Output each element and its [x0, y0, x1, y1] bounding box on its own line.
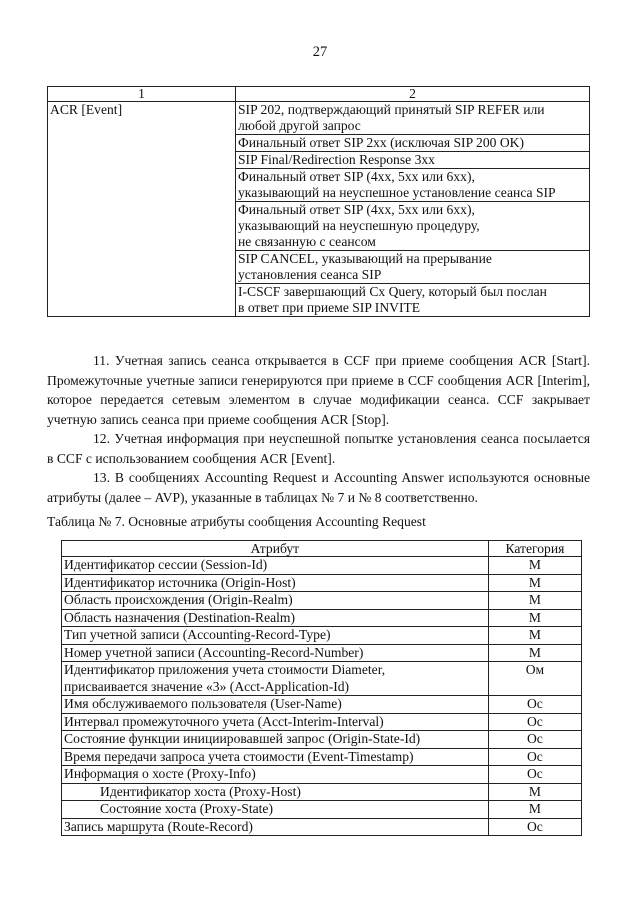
table-cell [236, 102, 590, 135]
column-header-attribute: Атрибут [62, 541, 489, 557]
attribute-text: Информация о хосте (Proxy-Info) [64, 766, 256, 781]
attribute-cell [62, 783, 489, 801]
attribute-text: Область назначения (Destination-Realm) [64, 609, 296, 625]
attribute-text: Идентификатор источника (Origin-Host) [64, 574, 296, 590]
table-row [48, 102, 590, 135]
category-cell: M [488, 627, 581, 645]
cell-line: указывающий на неуспешную процедуру, [238, 218, 480, 233]
attribute-cell [62, 731, 489, 749]
attribute-cell [62, 696, 489, 714]
table-row [62, 662, 582, 696]
table-row [62, 696, 582, 714]
table-row [62, 609, 582, 627]
attribute-cell [62, 627, 489, 645]
attributes-table-body [62, 557, 582, 836]
attribute-cell [62, 592, 489, 610]
column-header-2: 2 [236, 87, 590, 102]
table-row [62, 713, 582, 731]
category-cell: Ос [488, 731, 581, 749]
table-header-row [62, 541, 582, 557]
attribute-cell [62, 662, 489, 696]
category-cell: Ос [488, 766, 581, 784]
attribute-cell [62, 818, 489, 836]
table-caption: Таблица № 7. Основные атрибуты сообщения Accounting Request [47, 514, 426, 529]
attribute-text: Время передачи запроса учета стоимости (Event-Timestamp) [64, 748, 414, 764]
attribute-cell [62, 574, 489, 592]
table-row [62, 731, 582, 749]
attribute-text: Интервал промежуточного учета (Acct-Interim-Interval) [64, 713, 384, 729]
attribute-cell [62, 801, 489, 819]
table-row [62, 627, 582, 645]
accounting-request-attributes-table [61, 540, 582, 836]
category-cell: M [488, 592, 581, 610]
row-label-cell: ACR [Event] [48, 102, 236, 317]
attribute-text: Запись маршрута (Route-Record) [64, 818, 253, 834]
table-row [62, 748, 582, 766]
table-row [62, 783, 582, 801]
cell-line: указывающий на неуспешное установление сеанса SIP [238, 185, 556, 200]
category-cell: Ос [488, 748, 581, 766]
table-cell [236, 152, 590, 169]
paragraph-13: 13. В сообщениях Accounting Request и Accounting Answer используются основные атрибуты (далее – AVP), указанные в таблицах № 7 и № 8 соответственно. [47, 470, 590, 505]
table-row [62, 766, 582, 784]
attribute-cell [62, 713, 489, 731]
table-cell [236, 284, 590, 317]
column-header-category: Категория [488, 541, 581, 557]
table-row [62, 801, 582, 819]
category-cell: M [488, 783, 581, 801]
attribute-text: присваивается значение «3» (Acct-Application-Id) [64, 678, 350, 694]
table-row [62, 557, 582, 575]
table-cell [236, 202, 590, 251]
category-cell: Ос [488, 818, 581, 836]
category-cell: M [488, 574, 581, 592]
attribute-text: Идентификатор сессии (Session-Id) [64, 557, 268, 572]
attribute-cell [62, 609, 489, 627]
table-cell [236, 251, 590, 284]
category-cell: Ом [488, 662, 581, 696]
cell-line: Финальный ответ SIP 2xx (исключая SIP 200 OK) [238, 135, 524, 150]
page-number: 27 [312, 44, 328, 60]
cell-line: установления сеанса SIP [238, 267, 382, 282]
table-row [62, 574, 582, 592]
attribute-text: Идентификатор приложения учета стоимости Diameter, [64, 662, 386, 677]
attribute-text: Идентификатор хоста (Proxy-Host) [100, 783, 301, 799]
table-cell [236, 169, 590, 202]
cell-line: в ответ при приеме SIP INVITE [238, 300, 421, 315]
table-cell [236, 135, 590, 152]
paragraph-11: 11. Учетная запись сеанса открывается в CCF при приеме сообщения ACR [Start]. Промежуточные учетные записи генерируются при приеме в CCF сообщения ACR [Interim], которое передается сетевым элементом в случае модификации сеанса. CCF закрывает учетную запись сеанса при приеме сообщения ACR [Stop]. [47, 353, 590, 427]
attribute-cell [62, 766, 489, 784]
category-cell: M [488, 644, 581, 662]
attribute-cell [62, 748, 489, 766]
cell-line: SIP 202, подтверждающий принятый SIP REFER или [238, 102, 545, 117]
attribute-text: Состояние хоста (Proxy-State) [100, 801, 273, 816]
table-row [62, 644, 582, 662]
paragraph-12: 12. Учетная информация при неуспешной попытке установления сеанса посылается в CCF с использованием сообщения ACR [Event]. [47, 431, 590, 466]
attribute-text: Область происхождения (Origin-Realm) [64, 592, 293, 607]
category-cell: M [488, 557, 581, 575]
cell-line: SIP CANCEL, указывающий на прерывание [238, 251, 492, 266]
category-cell: Ос [488, 713, 581, 731]
cell-line: Финальный ответ SIP (4xx, 5xx или 6xx), [238, 202, 475, 217]
cell-line: любой другой запрос [238, 118, 361, 133]
cell-line: Финальный ответ SIP (4xx, 5xx или 6xx), [238, 169, 475, 184]
acr-event-table [47, 86, 590, 317]
column-header-1: 1 [48, 87, 236, 102]
table-row [62, 818, 582, 836]
attribute-text: Состояние функции инициировавшей запрос (Origin-State-Id) [64, 731, 421, 746]
attribute-text: Тип учетной записи (Accounting-Record-Type) [64, 627, 331, 642]
attribute-cell [62, 644, 489, 662]
table-row [62, 592, 582, 610]
cell-line: не связанную с сеансом [238, 234, 376, 249]
category-cell: Ос [488, 696, 581, 714]
category-cell: M [488, 609, 581, 627]
category-cell: M [488, 801, 581, 819]
cell-line: SIP Final/Redirection Response 3xx [238, 152, 435, 167]
attribute-cell [62, 557, 489, 575]
cell-line: I-CSCF завершающий Cx Query, который был послан [238, 284, 547, 299]
attribute-text: Имя обслуживаемого пользователя (User-Name) [64, 696, 342, 711]
attribute-text: Номер учетной записи (Accounting-Record-Number) [64, 644, 364, 660]
table-header-row [48, 87, 590, 102]
